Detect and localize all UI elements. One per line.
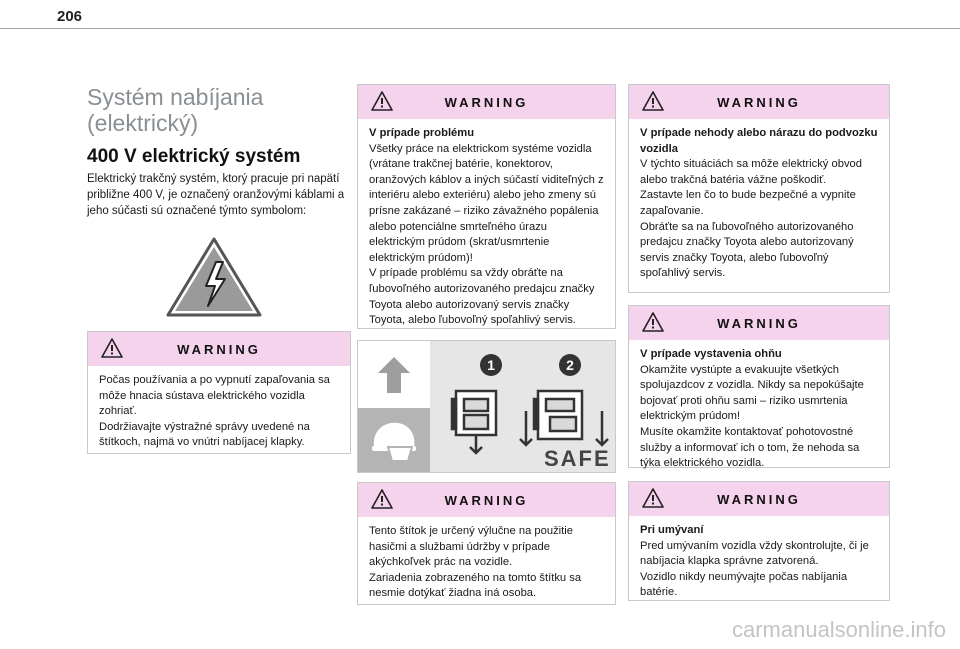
warning-text: Pred umývaním vozidla vždy skontrolujte, či je nabíjacia klapka správne zatvorená. Vozidlo nikdy neumývajte počas nabíjania batérie. <box>640 539 869 599</box>
section-title-line-1: Systém nabíjania <box>87 84 264 110</box>
warning-header <box>629 85 889 119</box>
warning-header <box>88 332 350 366</box>
warning-label: WARNING <box>717 94 801 110</box>
header-divider <box>0 28 960 29</box>
watermark: carmanualsonline.info <box>731 617 946 642</box>
safe-label-illustration <box>357 340 616 473</box>
warning-text: Tento štítok je určený výlučne na použitie hasičmi a službami údržby v prípade akýchkoľvek prác na vozidle. Zariadenia zobrazeného na tomto štítku sa nesmie dotýkať žiadna iná osoba. <box>369 525 582 600</box>
warning-body <box>629 516 889 609</box>
warning-label: WARNING <box>717 491 801 507</box>
warning-text: Okamžite vystúpte a evakuujte všetkých spolujazdcov z vozidla. Nikdy sa nepokúšajte bojovať proti ohňu sami – riziko usmrtenia elektrickým prúdom! Musíte okamžite kontaktovať pohotovostné služby a informovať ich o tom, že nehoda sa týka elektrického vozidla. <box>640 363 864 470</box>
warning-body <box>629 119 889 290</box>
intro-paragraph: Elektrický trakčný systém, ktorý pracuje pri napätí približne 400 V, je označený oranžovými káblami a jeho súčasti sú označené týmto symbolom: <box>87 173 345 217</box>
warning-body <box>629 340 889 480</box>
warning-triangle-icon <box>642 312 664 332</box>
warning-bold-heading: V prípade problému <box>369 127 475 139</box>
firefighter-helmet-icon <box>368 417 420 465</box>
warning-label: WARNING <box>717 315 801 331</box>
warning-header <box>358 85 615 119</box>
section-title <box>87 84 347 136</box>
warning-triangle-icon <box>371 91 393 111</box>
warning-body <box>358 517 615 610</box>
warning-header <box>629 306 889 340</box>
warning-box-washing <box>628 481 890 601</box>
warning-triangle-icon <box>371 489 393 509</box>
warning-label: WARNING <box>444 94 529 110</box>
warning-bold-heading: V prípade nehody alebo nárazu do podvozku vozidla <box>640 127 878 155</box>
warning-body <box>88 366 350 459</box>
safe-text: SAFE <box>544 446 611 471</box>
warning-box-charging-heat <box>87 331 351 454</box>
warning-triangle-icon <box>642 91 664 111</box>
warning-text: V týchto situáciách sa môže elektrický obvod alebo trakčná batéria vážne poškodiť. Zastavte len čo to bude bezpečné a vypnite zapaľovanie. Obráťte sa na ľubovoľného autorizovaného predajcu značky Toyota alebo autorizovaný servis značky Toyota, alebo ľubovoľný spoľahlivý servis. <box>640 158 862 280</box>
warning-box-accident <box>628 84 890 293</box>
section-title-line-2: (elektrický) <box>87 110 199 136</box>
subsection-heading: 400 V elektrický systém <box>87 146 301 167</box>
warning-header <box>358 483 615 517</box>
step-badge-2: 2 <box>559 354 581 376</box>
warning-bold-heading: Pri umývaní <box>640 524 704 536</box>
step-badge-1: 1 <box>480 354 502 376</box>
warning-box-problem <box>357 84 616 329</box>
warning-header <box>629 482 889 516</box>
warning-triangle-icon <box>101 338 123 358</box>
arrow-up-icon <box>374 355 414 395</box>
warning-bold-heading: V prípade vystavenia ohňu <box>640 348 782 360</box>
warning-label: WARNING <box>177 341 261 357</box>
safe-label-left-strip <box>358 341 430 472</box>
warning-label: WARNING <box>444 492 529 508</box>
page-number: 206 <box>57 8 83 25</box>
warning-text: Všetky práce na elektrickom systéme vozidla (vrátane trakčnej batérie, konektorov, oranžových káblov a iných súčastí viditeľných z interiéru alebo exteriéru) alebo jeho zmeny sú prísne zakázané – riziko závažného popálenia alebo potenciálne smrteľného úrazu elektrickým prúdom (skrat/usmrtenie elektrickým prúdom)! V prípade problému sa vždy obráťte na ľubovoľného autorizovaného predajcu značky Toyota alebo autorizovaný servis značky Toyota, alebo ľubovoľný spoľahlivý servis. <box>369 142 604 327</box>
warning-text: Počas používania a po vypnutí zapaľovania sa môže hnacia sústava elektrického vozidla zohriať. Dodržiavajte výstražné správy uvedené na štítkoch, najmä vo vnútri nabíjacej klapky. <box>99 374 330 449</box>
high-voltage-warning-icon <box>165 236 263 318</box>
warning-box-fire <box>628 305 890 468</box>
warning-triangle-icon <box>642 488 664 508</box>
warning-box-label-usage <box>357 482 616 605</box>
warning-body <box>358 119 615 337</box>
